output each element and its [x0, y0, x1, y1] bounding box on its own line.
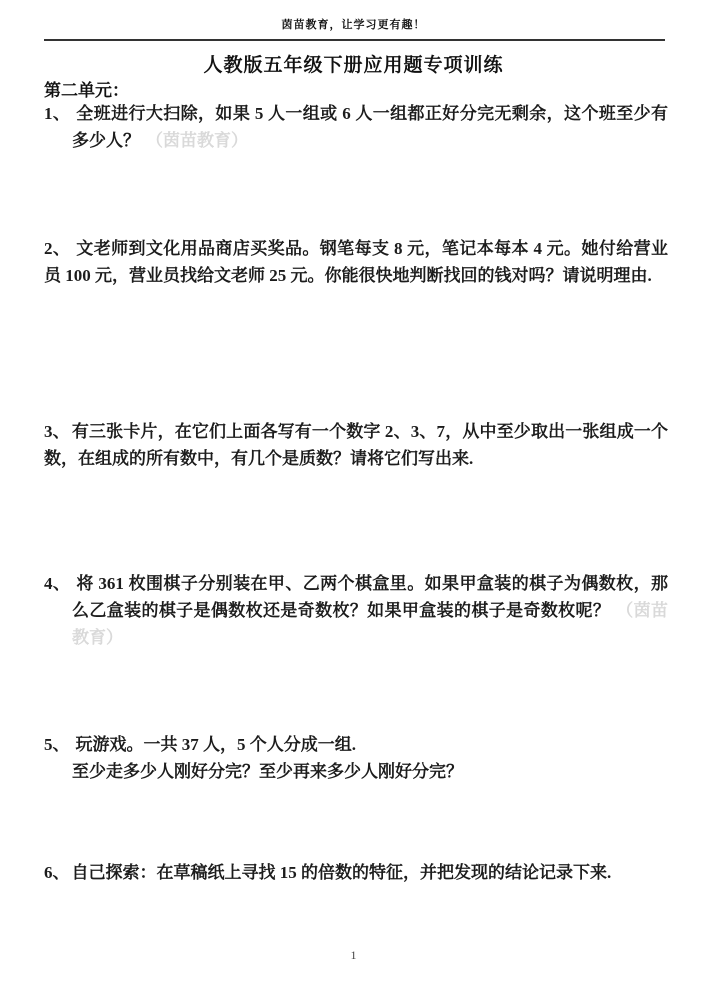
problem-3-text: 有三张卡片，在它们上面各写有一个数字 2、3、7，从中至少取出一张组成一个数，在组成的所有数中，有几个是质数？请将它们写出来.: [44, 422, 669, 468]
header-rule: [44, 39, 665, 41]
problem-6-number: 6、: [44, 863, 70, 882]
problem-3-number: 3、: [44, 422, 70, 441]
problem-3: [44, 418, 668, 472]
problem-5-line1-text: 玩游戏。一共 37 人，5 个人分成一组.: [75, 735, 356, 754]
page-title: 人教版五年级下册应用题专项训练: [203, 55, 504, 76]
problem-5-number: 5、: [44, 735, 70, 754]
problem-1-watermark: （茵苗教育）: [146, 131, 248, 150]
problem-1-number: 1、: [44, 104, 71, 123]
problem-6-text: 自己探索：在草稿纸上寻找 15 的倍数的特征，并把发现的结论记录下来.: [71, 863, 612, 882]
problem-2: [44, 235, 668, 289]
problem-4-number: 4、: [44, 574, 71, 593]
problem-2-text: 文老师到文化用品商店买奖品。钢笔每支 8 元，笔记本每本 4 元。她付给营业员 100 元，营业员找给文老师 25 元。你能很快地判断找回的钱对吗？请说明理由.: [44, 239, 669, 285]
problem-5-line1: [44, 731, 668, 758]
problem-5: [44, 731, 668, 785]
problem-1: [44, 100, 668, 154]
problem-4-text: 将 361 枚围棋子分别装在甲、乙两个棋盒里。如果甲盒装的棋子为偶数枚，那么乙盒装的棋子是偶数枚还是奇数枚？如果甲盒装的棋子是奇数枚呢？: [72, 574, 669, 620]
problem-4-watermark: （茵苗教育）: [72, 601, 669, 647]
problem-2-number: 2、: [44, 239, 71, 258]
problem-4: [44, 570, 668, 651]
page-number: 1: [350, 948, 357, 962]
problem-1-text: 全班进行大扫除，如果 5 人一组或 6 人一组都正好分完无剩余，这个班至少有多少人？: [72, 104, 669, 150]
header-slogan: 茵苗教育，让学习更有趣！: [281, 19, 426, 31]
problem-6: [44, 859, 668, 886]
unit-heading: 第二单元：: [44, 81, 129, 100]
problem-5-line2: 至少走多少人刚好分完？至少再来多少人刚好分完？: [72, 762, 463, 781]
